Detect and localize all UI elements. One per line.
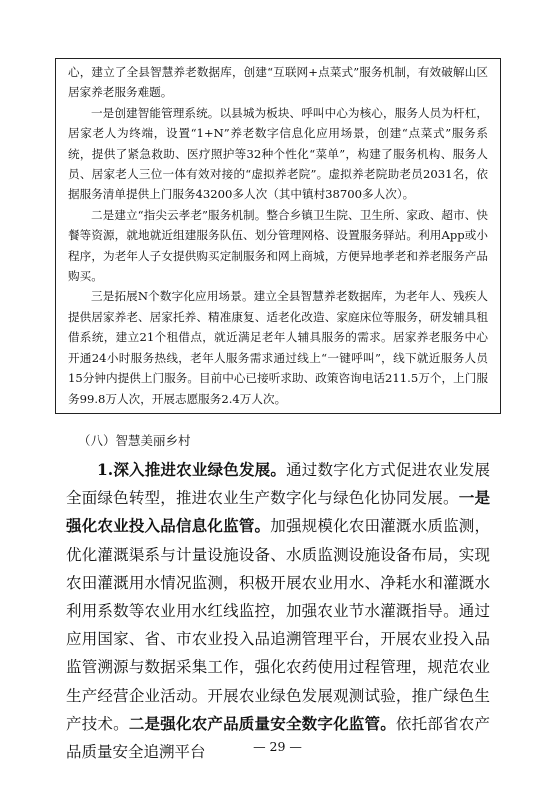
box-item-3-paragraph: 三是拓展N个数字化应用场景。建立全县智慧养老数据库，为老年人、残疾人提供居家养老、居家托养、精准康复、适老化改造、家庭床位等服务，研发辅具租借系统，建立21个租借点，就近满足老年人辅具服务的需求。居家养老服务中心开通24小时服务热线，老年人服务需求通过线上“一键呼叫”，线下就近服务人员15分钟内提供上门服务。目前中心已接听求助、政策咨询电话211.5万个，上门服务99.8万人次，开展志愿服务2.4万人次。 [68, 289, 488, 406]
main-paragraph [66, 456, 490, 766]
case-study-box [55, 58, 501, 414]
box-item-1-paragraph: 一是创建智能管理系统。以县城为板块、呼叫中心为核心，服务人员为杆杠，居家老人为终端，设置“1+N”养老数字信息化应用场景，创建“点菜式”服务系统，提供了紧急救助、医疗照护等32种个性化“菜单”，构建了服务机构、服务人员、居家老人三位一体有效对接的“虚拟养老院”。虚拟养老院助老员2031名，依据服务清单提供上门服务43200多人次（其中镇村38700多人次）。 [68, 105, 488, 202]
box-intro-paragraph: 心，建立了全县智慧养老数据库，创建“互联网+点菜式”服务机制，有效破解山区居家养老服务难题。 [68, 65, 488, 100]
main-bold-2: 二是强化农产品质量安全数字化监管。 [128, 713, 396, 733]
main-bold-1: 一是强化农业投入品信息化监管。 [66, 488, 490, 536]
main-paragraph-title: 1.深入推进农业绿色发展。 [97, 460, 287, 479]
main-text-2: 加强规模化农田灌溉水质监测，优化灌溉渠系与计量设施设备、水质监测设施设备布局，实现农田灌溉用水情况监测，积极开展农业用水、净耗水和灌溉水利用系数等农业用水红线监控，加强农业节水灌溉指导。通过应用国家、省、市农业投入品追溯管理平台，开展农业投入品监管溯源与数据采集工作，强化农药使用过程管理，规范农业生产经营企业活动。开展农业绿色发展观测试验，推广绿色生产技术。 [66, 517, 490, 733]
box-item-2-paragraph: 二是建立“指尖云孝老”服务机制。整合乡镇卫生院、卫生所、家政、超市、快餐等资源，就地就近组建服务队伍、划分管理网格、设置服务驿站。利用App或小程序，为老年人子女提供购买定制服务和网上商城，方便异地孝老和养老服务产品购买。 [68, 207, 488, 284]
main-text-1: 通过数字化方式促进农业发展全面绿色转型，推进农业生产数字化与绿色化协同发展。 [66, 461, 490, 508]
section-heading: （八）智慧美丽乡村 [78, 433, 191, 448]
page-number: — 29 — [253, 739, 302, 754]
main-text-3: 依托部省农产品质量安全追溯平台 [66, 714, 490, 762]
